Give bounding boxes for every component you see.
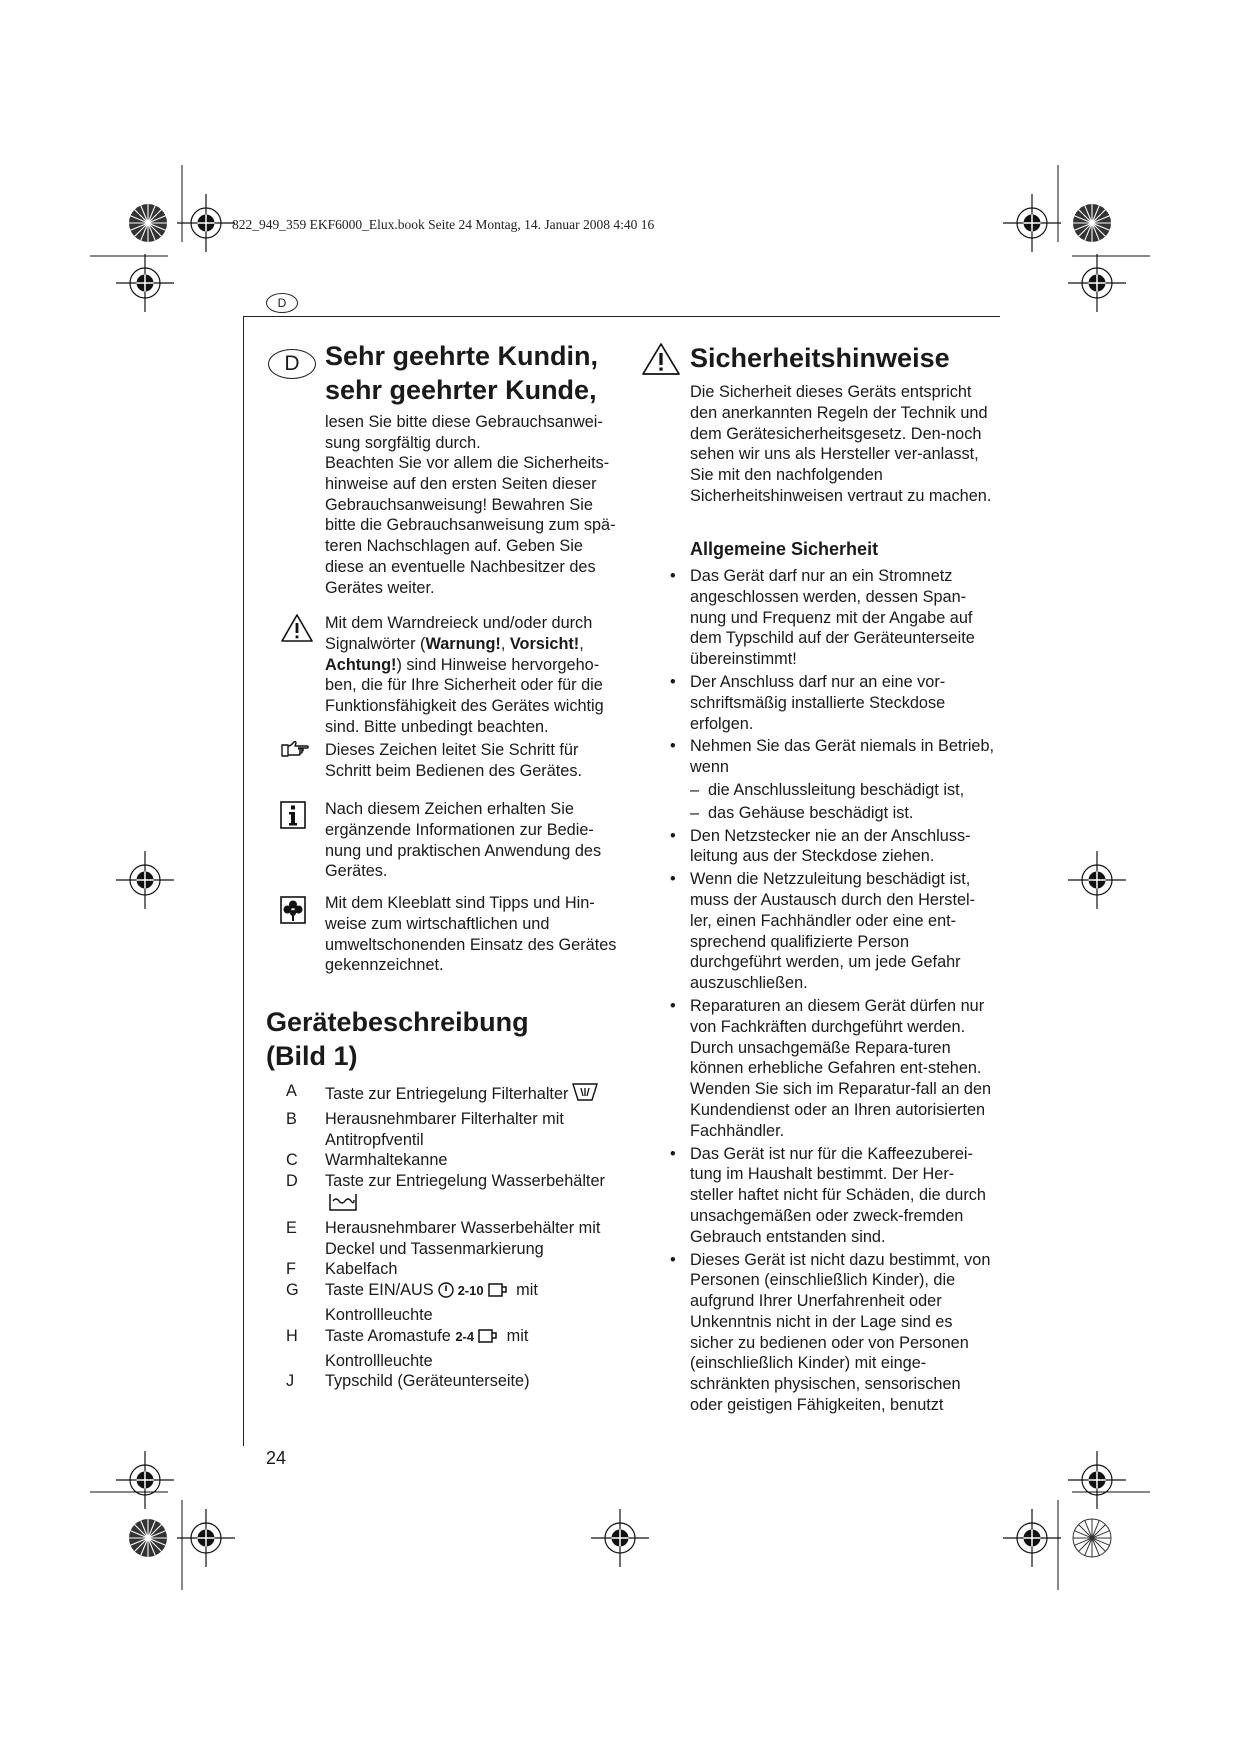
part-letter: J	[286, 1372, 295, 1391]
part-letter: E	[286, 1218, 297, 1237]
warning-text	[325, 613, 625, 738]
part-description	[325, 1280, 625, 1326]
intro-paragraph-1: lesen Sie bitte diese Gebrauchsanwei-sung sorgfältig durch.	[325, 413, 603, 452]
parts-list-item	[286, 1081, 631, 1109]
part-letter: G	[286, 1281, 299, 1300]
info-icon	[280, 799, 325, 882]
water-tank-icon	[328, 1192, 358, 1218]
part-description	[325, 1326, 625, 1372]
part-description	[325, 1081, 625, 1109]
greeting-line-1: Sehr geehrte Kundin,	[325, 341, 599, 371]
intro-paragraph-2: Beachten Sie vor allem die Sicherheits-hinweise auf den ersten Seiten dieser Gebrauchsanweisung! Bewahren Sie bitte die Gebrauchsanweisung zum spä-teren Nachschlagen auf. Geben Sie diese an eventuelle Nachbesitzer des Gerätes weiter.	[325, 454, 616, 597]
page-number: 24	[266, 1448, 287, 1468]
parts-list-item	[286, 1218, 631, 1260]
hand-symbol-text: Dieses Zeichen leitet Sie Schritt für Schritt beim Bedienen des Gerätes.	[325, 741, 583, 780]
print-header: 822_949_359 EKF6000_Elux.book Seite 24 Montag, 14. Januar 2008 4:40 16	[232, 217, 655, 232]
safety-bullet: • Wenn die Netzzuleitung beschädigt ist, muss der Austausch durch den Herstel-ler, einen Fachhändler oder eine ent-sprechend qualifizierte Person durchgeführt werden, um jede Gefahr auszuschließen.	[690, 869, 995, 994]
cup-icon	[477, 1327, 499, 1351]
description-heading-line-1: Gerätebeschreibung	[266, 1007, 529, 1037]
safety-sub-item: – das Gehäuse beschädigt ist.	[690, 803, 995, 824]
part-description: Warmhaltekanne	[325, 1151, 448, 1170]
warning-separator: ,	[579, 634, 584, 653]
clover-symbol-row	[280, 893, 625, 976]
part-label-suffix: mit	[516, 1281, 538, 1300]
attention-word: Achtung!	[325, 655, 397, 674]
part-letter: A	[286, 1082, 297, 1100]
parts-list-item	[286, 1259, 631, 1280]
safety-bullet: • Reparaturen an diesem Gerät dürfen nur von Fachkräften durchgeführt werden. Durch unsachgemäße Repara-turen können erhebliche Gefahren ent-stehen. Wenden Sie sich im Reparatur-fall an den Kundendienst oder an Ihren autorisierten Fachhändler.	[690, 996, 995, 1142]
warning-text-pre: Mit dem Warndreieck und/oder durch Signalwörter (	[325, 614, 593, 653]
clover-symbol-text: Mit dem Kleeblatt sind Tipps und Hin-weise zum wirtschaftlichen und umweltschonenden Einsatz des Gerätes gekennzeichnet.	[325, 894, 617, 975]
safety-heading: Sicherheitshinweise	[690, 343, 950, 373]
aroma-range: 2-4	[455, 1328, 475, 1344]
language-tab: D	[266, 293, 298, 313]
parts-list-item	[286, 1280, 631, 1326]
part-label: Taste Aromastufe	[325, 1326, 451, 1345]
safety-bullet: • Der Anschluss darf nur an eine vor-schriftsmäßig installierte Steckdose erfolgen.	[690, 672, 995, 734]
safety-bullet: • Das Gerät ist nur für die Kaffeezuberei-tung im Haushalt bestimmt. Der Her-steller haftet nicht für Schäden, die durch unsachgemäßen oder zweck-fremden Gebrauch entstanden sind.	[690, 1144, 995, 1248]
parts-list-item	[286, 1326, 631, 1372]
parts-list-item	[286, 1171, 631, 1218]
info-symbol-row	[280, 799, 625, 882]
safety-bullet-list	[690, 566, 995, 1418]
page-left-rule	[243, 316, 244, 1446]
description-heading-line-2: (Bild 1)	[266, 1041, 358, 1071]
safety-sub-item: – die Anschlussleitung beschädigt ist,	[690, 780, 995, 801]
safety-sub-list	[690, 780, 995, 824]
warning-separator: ,	[500, 634, 510, 653]
general-safety-heading: Allgemeine Sicherheit	[690, 539, 879, 559]
part-letter: C	[286, 1151, 298, 1170]
part-label: Taste zur Entriegelung Wasserbehälter	[325, 1172, 605, 1191]
greeting-heading	[325, 339, 645, 407]
warning-triangle-icon	[280, 613, 325, 738]
warning-word: Warnung!	[425, 634, 501, 653]
part-description: Herausnehmbarer Filterhalter mit Antitropfventil	[325, 1109, 564, 1149]
filter-holder-icon	[571, 1081, 599, 1109]
parts-list-item	[286, 1371, 631, 1392]
safety-intro: Die Sicherheit dieses Geräts entspricht den anerkannten Regeln der Technik und dem Gerätesicherheitsgesetz. Den-noch sehen wir uns als Hersteller ver-anlasst, Sie mit den nachfolgenden Sicherheitshinweisen vertraut zu machen.	[690, 383, 992, 505]
clover-icon	[280, 893, 325, 976]
part-label: Taste EIN/AUS	[325, 1281, 434, 1300]
caution-word: Vorsicht!	[509, 634, 580, 653]
part-letter: D	[286, 1172, 298, 1191]
safety-bullet: • Den Netzstecker nie an der Anschluss-leitung aus der Steckdose ziehen.	[690, 826, 995, 868]
cup-icon	[487, 1281, 509, 1305]
part-label-line-2: Kontrollleuchte	[325, 1305, 433, 1324]
safety-bullet	[690, 736, 995, 823]
part-description: Typschild (Geräteunterseite)	[325, 1372, 530, 1391]
warning-text-post: ) sind Hinweise hervorgeho-ben, die für Ihre Sicherheit oder für die Funktionsfähigkeit des Gerätes wichtig sind. Bitte unbedingt beachten.	[325, 655, 604, 736]
info-symbol-text: Nach diesem Zeichen erhalten Sie ergänzende Informationen zur Bedie-nung und praktischen Anwendung des Gerätes.	[325, 800, 602, 881]
part-description: Herausnehmbarer Wasserbehälter mit Deckel und Tassenmarkierung	[325, 1218, 601, 1258]
part-description	[325, 1171, 625, 1218]
safety-bullet-text: Nehmen Sie das Gerät niemals in Betrieb, wenn	[690, 737, 995, 777]
language-badge: D	[268, 349, 316, 379]
part-label-line-2: Kontrollleuchte	[325, 1351, 433, 1370]
warning-symbol-row	[280, 613, 625, 738]
part-letter: F	[286, 1260, 296, 1279]
pointing-hand-icon	[280, 740, 325, 782]
hand-symbol-row	[280, 740, 625, 782]
safety-bullet: • Das Gerät darf nur an ein Stromnetz angeschlossen werden, dessen Span-nung und Frequenz mit der Angabe auf dem Typschild auf der Geräteunterseite übereinstimmt!	[690, 566, 995, 670]
power-icon	[437, 1281, 455, 1305]
header-rule	[243, 316, 1000, 317]
greeting-line-2: sehr geehrter Kunde,	[325, 375, 597, 405]
part-label: Taste zur Entriegelung Filterhalter	[325, 1085, 569, 1103]
parts-list	[286, 1081, 631, 1392]
part-letter: H	[286, 1326, 298, 1345]
part-letter: B	[286, 1109, 297, 1128]
parts-list-item	[286, 1150, 631, 1171]
cup-range: 2-10	[457, 1283, 484, 1299]
safety-bullet: • Dieses Gerät ist nicht dazu bestimmt, von Personen (einschließlich Kinder), die aufgrund Ihrer Unerfahrenheit oder Unkenntnis nicht in der Lage sind es sicher zu bedienen oder von Personen (einschließlich Kinder) mit einge-schränkten physischen, sensorischen oder geistigen Fähigkeiten, benutzt	[690, 1250, 995, 1416]
parts-list-item	[286, 1109, 631, 1151]
description-heading	[266, 1005, 606, 1073]
part-label-suffix: mit	[506, 1326, 529, 1345]
safety-warning-icon	[641, 342, 681, 381]
part-description: Kabelfach	[325, 1260, 398, 1279]
